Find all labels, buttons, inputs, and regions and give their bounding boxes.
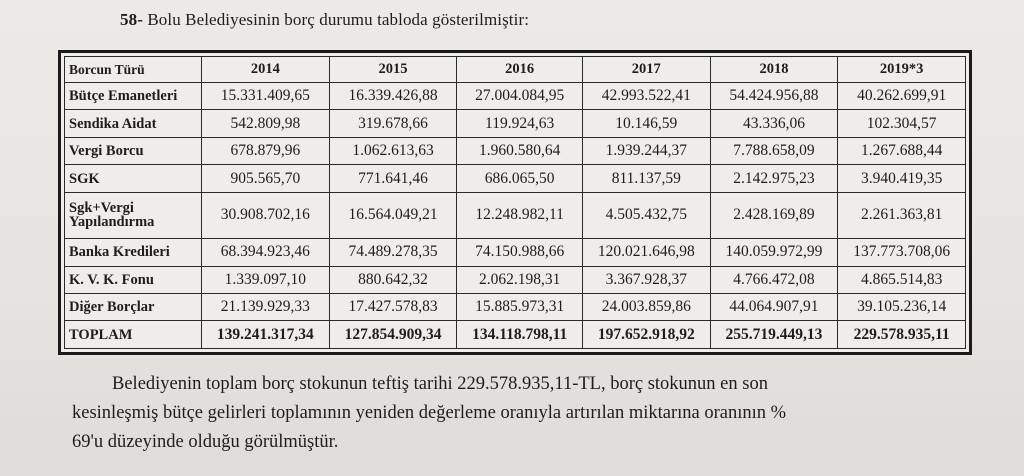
total-cell: 127.854.909,34 [329, 321, 457, 349]
table-cell: 771.641,46 [329, 165, 457, 192]
column-header-year: 2015 [329, 57, 457, 83]
table-cell: 12.248.982,11 [457, 192, 583, 238]
table-row [65, 293, 966, 320]
paragraph-line: kesinleşmiş bütçe gelirleri toplamının yeniden değerleme oranıyla artırılan miktarına oranının % [72, 403, 787, 423]
table-cell: 3.940.419,35 [838, 165, 966, 192]
section-heading [120, 10, 529, 30]
table-cell: 10.146,59 [582, 110, 710, 137]
total-cell: 139.241.317,34 [202, 321, 330, 349]
debt-table-frame [58, 50, 972, 355]
table-cell: 39.105.236,14 [838, 293, 966, 320]
table-cell: 16.339.426,88 [329, 83, 457, 110]
table-cell: 102.304,57 [838, 110, 966, 137]
row-label: K. V. K. Fonu [65, 266, 202, 293]
table-cell: 16.564.049,21 [329, 192, 457, 238]
paragraph-line: 69'u düzeyinde olduğu görülmüştür. [72, 432, 339, 452]
table-cell: 880.642,32 [329, 266, 457, 293]
row-label: Bütçe Emanetleri [65, 83, 202, 110]
table-cell: 2.062.198,31 [457, 266, 583, 293]
total-label: TOPLAM [65, 321, 202, 349]
debt-table [64, 56, 966, 349]
total-cell: 197.652.918,92 [582, 321, 710, 349]
total-cell: 134.118.798,11 [457, 321, 583, 349]
row-label: Vergi Borcu [65, 137, 202, 164]
table-cell: 1.062.613,63 [329, 137, 457, 164]
table-cell: 42.993.522,41 [582, 83, 710, 110]
table-header-row [65, 57, 966, 83]
table-cell: 74.489.278,35 [329, 239, 457, 266]
row-label: Sgk+Vergi Yapılandırma [65, 192, 202, 238]
table-cell: 2.428.169,89 [710, 192, 838, 238]
table-total-row [65, 321, 966, 349]
table-cell: 68.394.923,46 [202, 239, 330, 266]
row-label: Banka Kredileri [65, 239, 202, 266]
column-header-year: 2017 [582, 57, 710, 83]
column-header-year: 2014 [202, 57, 330, 83]
table-cell: 3.367.928,37 [582, 266, 710, 293]
table-cell: 17.427.578,83 [329, 293, 457, 320]
table-cell: 120.021.646,98 [582, 239, 710, 266]
row-label: Diğer Borçlar [65, 293, 202, 320]
table-row [65, 266, 966, 293]
table-row [65, 192, 966, 238]
column-header-year: 2019*3 [838, 57, 966, 83]
table-cell: 137.773.708,06 [838, 239, 966, 266]
table-row [65, 239, 966, 266]
table-row [65, 110, 966, 137]
table-cell: 678.879,96 [202, 137, 330, 164]
total-cell: 255.719.449,13 [710, 321, 838, 349]
column-header-year: 2018 [710, 57, 838, 83]
row-label: Sendika Aidat [65, 110, 202, 137]
table-cell: 40.262.699,91 [838, 83, 966, 110]
table-row [65, 165, 966, 192]
table-row [65, 137, 966, 164]
column-header-year: 2016 [457, 57, 583, 83]
table-cell: 2.142.975,23 [710, 165, 838, 192]
table-cell: 43.336,06 [710, 110, 838, 137]
column-header-debt-type: Borcun Türü [65, 57, 202, 83]
total-cell: 229.578.935,11 [838, 321, 966, 349]
table-row [65, 83, 966, 110]
heading-text: Bolu Belediyesinin borç durumu tabloda gösterilmiştir: [147, 10, 530, 29]
table-cell: 1.960.580,64 [457, 137, 583, 164]
table-cell: 44.064.907,91 [710, 293, 838, 320]
table-cell: 24.003.859,86 [582, 293, 710, 320]
table-cell: 542.809,98 [202, 110, 330, 137]
table-cell: 140.059.972,99 [710, 239, 838, 266]
table-cell: 7.788.658,09 [710, 137, 838, 164]
table-cell: 21.139.929,33 [202, 293, 330, 320]
table-cell: 15.885.973,31 [457, 293, 583, 320]
table-cell: 1.267.688,44 [838, 137, 966, 164]
table-cell: 54.424.956,88 [710, 83, 838, 110]
table-cell: 4.766.472,08 [710, 266, 838, 293]
table-cell: 2.261.363,81 [838, 192, 966, 238]
table-cell: 4.865.514,83 [838, 266, 966, 293]
heading-number: 58- [120, 10, 143, 29]
table-cell: 1.939.244,37 [582, 137, 710, 164]
table-cell: 1.339.097,10 [202, 266, 330, 293]
table-cell: 15.331.409,65 [202, 83, 330, 110]
table-cell: 811.137,59 [582, 165, 710, 192]
row-label: SGK [65, 165, 202, 192]
table-cell: 74.150.988,66 [457, 239, 583, 266]
table-cell: 686.065,50 [457, 165, 583, 192]
summary-paragraph [72, 370, 972, 457]
paragraph-line: Belediyenin toplam borç stokunun teftiş tarihi 229.578.935,11-TL, borç stokunun en son [112, 374, 768, 394]
table-cell: 119.924,63 [457, 110, 583, 137]
table-cell: 30.908.702,16 [202, 192, 330, 238]
table-cell: 27.004.084,95 [457, 83, 583, 110]
table-cell: 319.678,66 [329, 110, 457, 137]
table-cell: 905.565,70 [202, 165, 330, 192]
table-cell: 4.505.432,75 [582, 192, 710, 238]
